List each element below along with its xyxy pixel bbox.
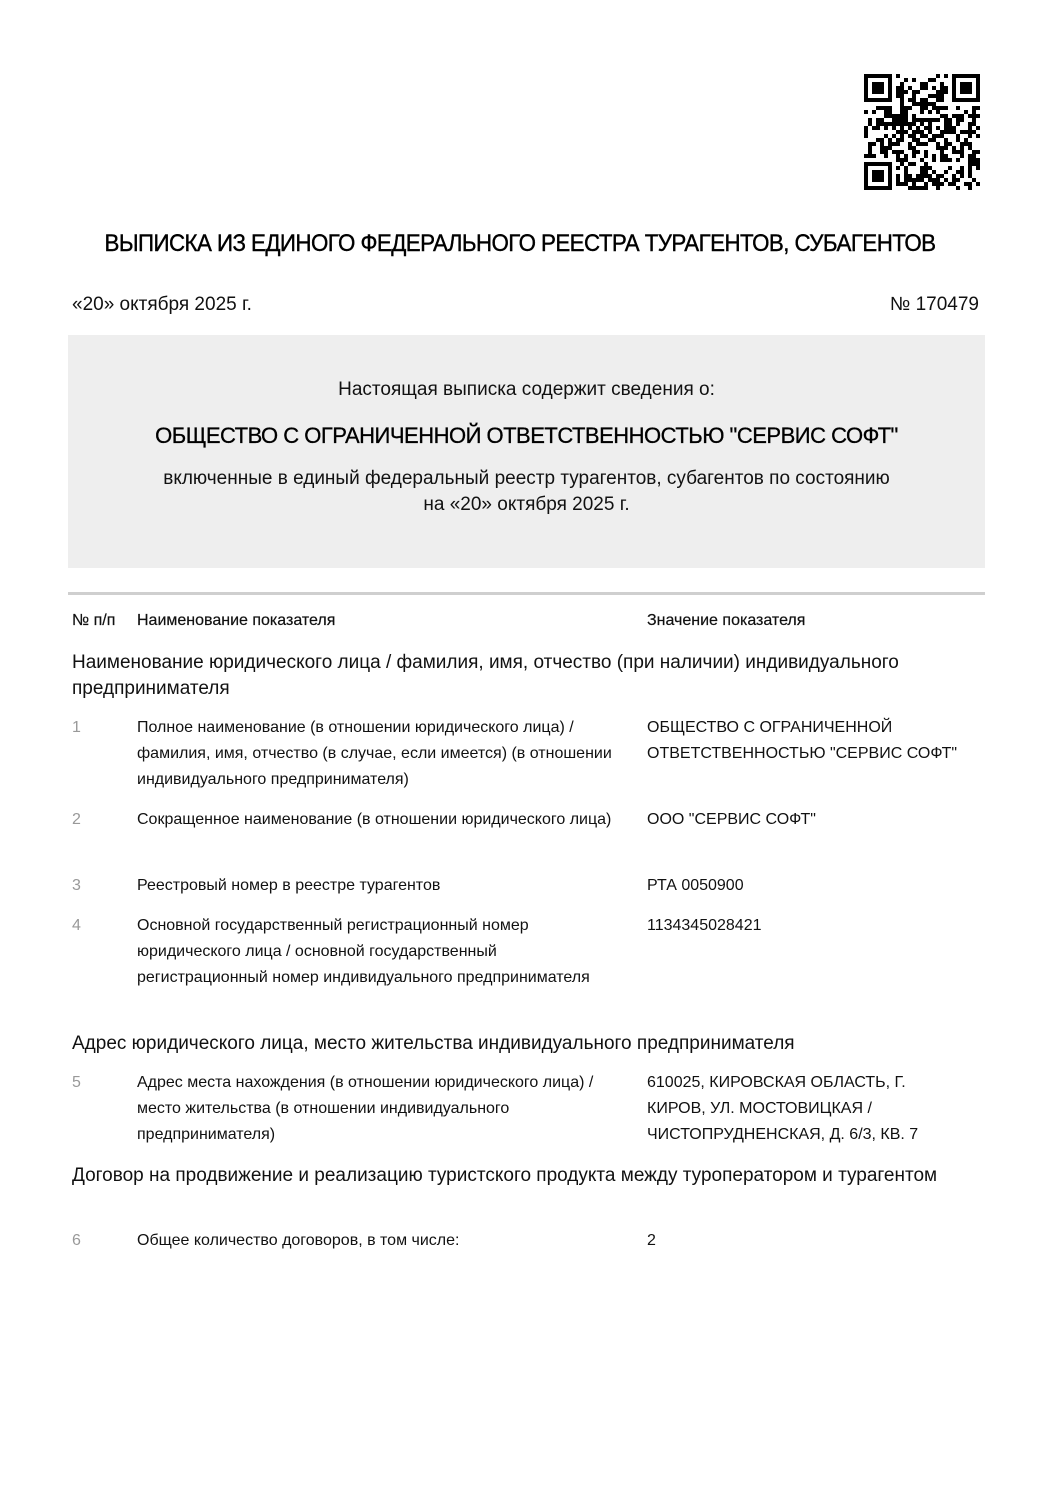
section-title-contract: Договор на продвижение и реализацию туристского продукта между туроператором и турагентом [72,1165,938,1186]
row-number: 2 [72,811,81,828]
document-number: № 170479 [889,294,979,315]
divider [68,592,985,595]
summary-box [68,335,985,568]
qr-code-icon [864,74,980,190]
row-label: Сокращенное наименование (в отношении юридического лица) [137,811,612,828]
row-label: Основной государственный регистрационный номер юридического лица / основной государственный регистрационный номер индивидуального предпринимателя [137,917,590,986]
row-label: Общее количество договоров, в том числе: [137,1232,460,1249]
summary-included: включенные в единый федеральный реестр турагентов, субагентов по состоянию на «20» октября 2025 г. [163,468,890,515]
row-value: ОБЩЕСТВО С ОГРАНИЧЕННОЙ ОТВЕТСТВЕННОСТЬЮ "СЕРВИС СОФТ" [647,719,958,762]
column-header-value: Значение показателя [647,612,806,629]
row-value: РТА 0050900 [647,877,744,894]
summary-organization: ОБЩЕСТВО С ОГРАНИЧЕННОЙ ОТВЕТСТВЕННОСТЬЮ "СЕРВИС СОФТ" [155,423,898,448]
row-label: Полное наименование (в отношении юридического лица) / фамилия, имя, отчество (в случае, если имеется) (в отношении индивидуального предпринимателя) [137,719,612,788]
row-number: 1 [72,719,81,736]
document-date: «20» октября 2025 г. [72,294,252,315]
column-header-indicator: Наименование показателя [137,612,336,629]
section-title-name: Наименование юридического лица / фамилия, имя, отчество (при наличии) индивидуального предпринимателя [72,652,899,699]
section-title-address: Адрес юридического лица, место жительства индивидуального предпринимателя [72,1033,795,1054]
row-number: 6 [72,1232,81,1249]
column-header-number: № п/п [72,612,116,629]
row-label: Реестровый номер в реестре турагентов [137,877,441,894]
row-number: 4 [72,917,81,934]
row-number: 3 [72,877,81,894]
row-label: Адрес места нахождения (в отношении юридического лица) / место жительства (в отношении индивидуального предпринимателя) [137,1074,594,1143]
document-title: ВЫПИСКА ИЗ ЕДИНОГО ФЕДЕРАЛЬНОГО РЕЕСТРА ТУРАГЕНТОВ, СУБАГЕНТОВ [104,230,936,257]
row-number: 5 [72,1074,81,1091]
row-value: 1134345028421 [647,917,762,934]
row-value: ООО "СЕРВИС СОФТ" [647,811,816,828]
row-value: 610025, КИРОВСКАЯ ОБЛАСТЬ, Г. КИРОВ, УЛ. МОСТОВИЦКАЯ /ЧИСТОПРУДНЕНСКАЯ, Д. 6/3, КВ. 7 [647,1074,919,1143]
row-value: 2 [647,1232,656,1249]
summary-lead: Настоящая выписка содержит сведения о: [338,379,715,400]
